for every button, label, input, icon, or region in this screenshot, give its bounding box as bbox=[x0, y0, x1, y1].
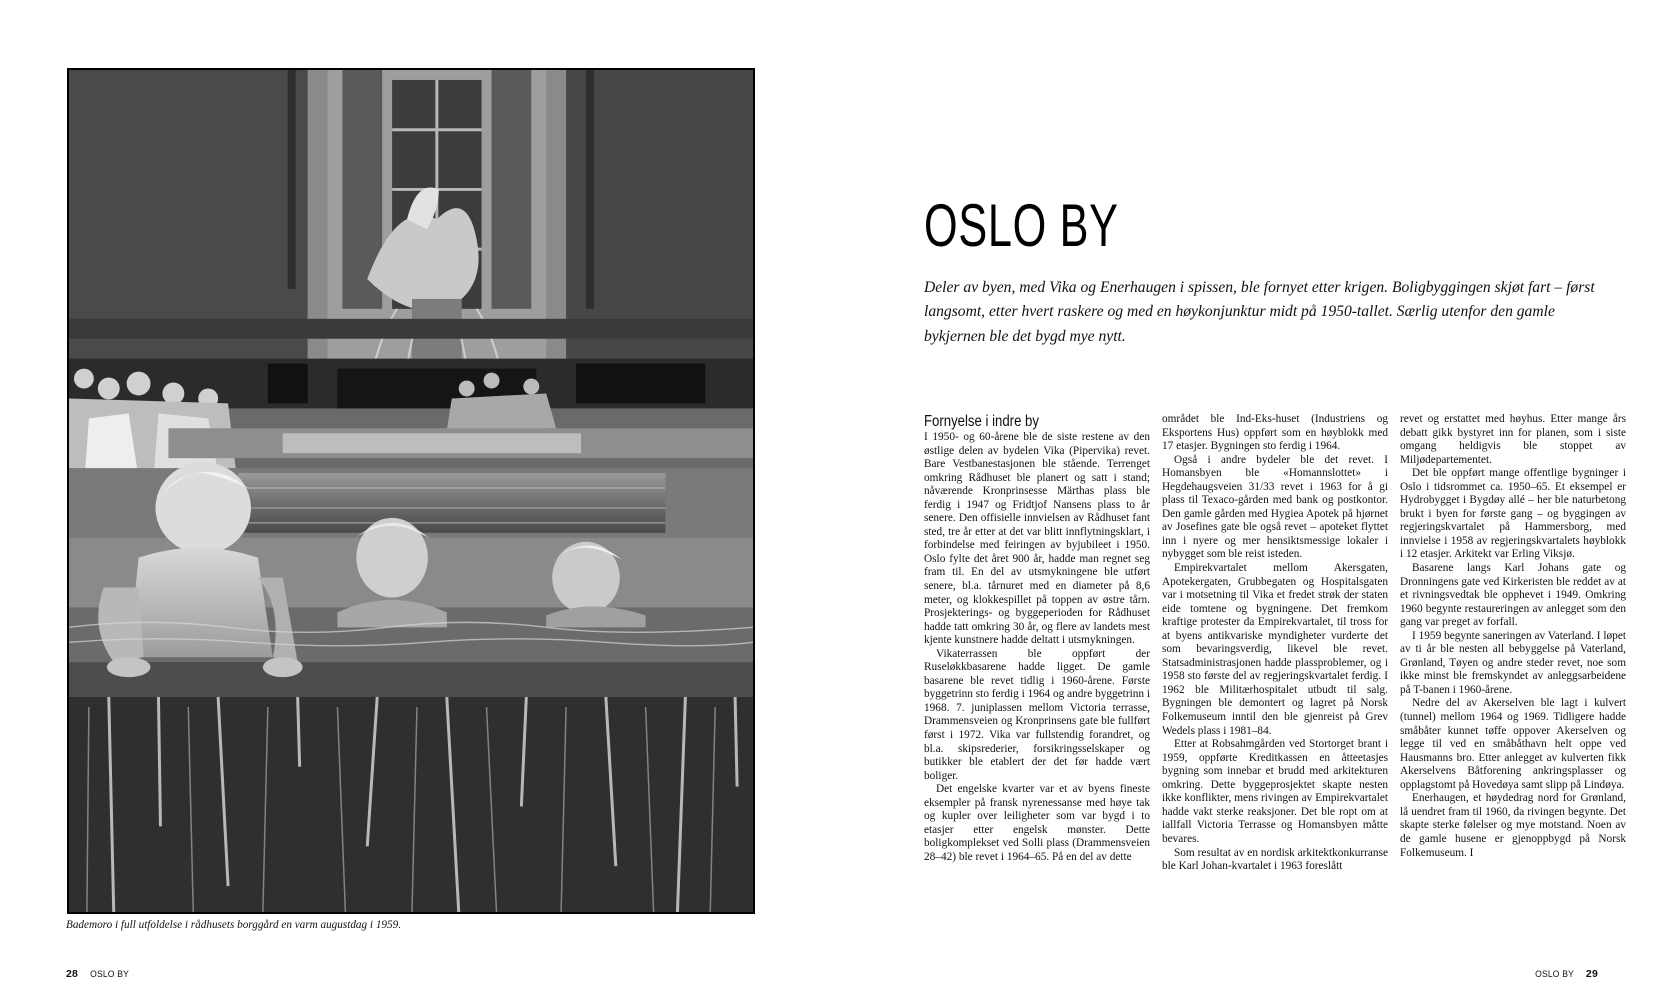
paragraph: Enerhaugen, et høydedrag nord for Grønland, lå uendret fram til 1960, da rivingen begynte. Det skapte sterke følelser og mye motstand. Noen av de gamle husene er gjenoppbygd på Norsk Folkemuseum. I bbox=[1400, 792, 1626, 859]
paragraph: Empirekvartalet mellom Akersgaten, Apotekergaten, Grubbegaten og Hospitalsgaten var i motsetning til Vika et fredet strøk der staten eide tomtene og bygningene. Det fremkom kraftige protester da Empirekvartalet, til tross for at byens antikvariske myndigheter vurderte det som bevaringsverdig, likevel ble revet. Statsadministrasjonen hadde plassproblemer, og i 1958 sto første del av regjeringskvartalet ferdig. I 1962 ble Militærhospitalet utbudt til salg. Bygningen ble demontert og lagret på Norsk Folkemuseum inntil den ble gjenreist på Grev Wedels plass i 1981–84. bbox=[1162, 562, 1388, 737]
page-number-right: 29 bbox=[1585, 968, 1598, 980]
paragraph: Etter at Robsahmgården ved Stortorget brant i 1959, oppførte Kreditkassen en åtteetasjes bygning som innebar et brudd med arkitekturen omkring. Dette byggeprosjektet skapte nesten ikke konflikter, mens rivingen av Empirekvartalet hadde vakt sterke reaksjoner. Det ble ropt om at iallfall Victoria Terrasse og Homansbyen måtte bevares. bbox=[1162, 738, 1388, 845]
paragraph: området ble Ind-Eks-huset (Industriens og Eksportens Hus) oppført som en høyblokk med 17 etasjer. Bygningen sto ferdig i 1964. bbox=[1162, 413, 1388, 453]
paragraph: Også i andre bydeler ble det revet. I Homansbyen ble «Homannslottet» i Hegdehaugsveien 31/33 revet i 1963 for å gi plass til Texaco-gården med bank og postkontor. Den gamle gården med Hygiea Apotek på hjørnet av Josefines gate ble også revet – apoteket flyttet inn i nyere og mer hensiktsmessige lokaler i nybygget som ble reist isteden. bbox=[1162, 453, 1388, 561]
text-column-3 bbox=[1400, 413, 1626, 913]
paragraph: revet og erstattet med høyhus. Etter mange års debatt gikk bystyret inn for planen, som i siste omgang heldigvis ble stoppet av Miljødepartementet. bbox=[1400, 413, 1626, 466]
photo-caption: Bademoro i full utfoldelse i rådhusets borggård en varm augustdag i 1959. bbox=[66, 919, 401, 931]
paragraph: Basarene langs Karl Johans gate og Dronningens gate ved Kirkeristen ble reddet av at et rivningsvedtak ble opphevet i 1949. Omkring 1960 begynte restaureringen av anlegget som den gang var preget av forfall. bbox=[1400, 562, 1626, 629]
page-number-left: 28 bbox=[66, 968, 79, 980]
paragraph: Vikaterrassen ble oppført der Ruseløkkbasarene hadde ligget. De gamle basarene ble revet tidlig i 1960-årene. Første byggetrinn sto ferdig i 1964 og andre byggetrinn i 1968. 7. juniplassen mellom Victoria terrasse, Drammensveien og Kronprinsens gate ble fullført først i 1972. Vika var fullstendig forandret, og bl.a. skipsrederier, forsikringsselskaper og butikker ble etablert der det før hadde vært boliger. bbox=[924, 647, 1150, 782]
text-column-1 bbox=[924, 413, 1150, 913]
body-text-columns bbox=[924, 413, 1626, 913]
chapter-title: OSLO BY bbox=[924, 192, 1119, 259]
fountain-photo-illustration bbox=[69, 70, 753, 912]
paragraph: Nedre del av Akerselven ble lagt i kulvert (tunnel) mellom 1964 og 1969. Tidligere hadde småbåter kunnet tøffe oppover Akerselven og legge til ved en småbåthavn helt oppe ved Hausmanns bro. Etter anlegget av kulverten fikk Akerselvens Båtforening ankringsplasser og opplagstomt på Hovedøya samt slipp på Lindøya. bbox=[1400, 697, 1626, 791]
paragraph: I 1950- og 60-årene ble de siste restene av den østlige delen av bydelen Vika (Pipervika) revet. Bare Vestbanestasjonen ble stående. Terrenget omkring Rådhuset ble planert og satt i stand; nåværende Kronprinsesse Märthas plass ble ferdig i 1947 og Fridtjof Nansens plass to år senere. Den offisielle innvielsen av Rådhuset fant sted, tre år etter at det var blitt innflytningsklart, i forbindelse med feiringen av byjubileet i 1950. Oslo fylte det året 900 år, hadde man regnet seg fram til. En del av utsmykningene ble utført senere, bl.a. tårnuret med en diameter på 8,6 meter, og klokkespillet på toppen av østre tårn. Prosjekterings- og byggeperioden for Rådhuset hadde tatt omkring 30 år, og flere av landets mest kjente kunstnere hadde deltatt i utsmykningen. bbox=[924, 431, 1150, 647]
folio-right bbox=[1533, 968, 1598, 980]
running-head-right: OSLO BY bbox=[1534, 969, 1574, 980]
paragraph: Det ble oppført mange offentlige bygninger i Oslo i tidsrommet ca. 1950–65. Et eksempel er Hydrobygget i Bygdøy allé – her ble naturbetong brukt i byen for første gang – og byggingen av regjeringskvartalet på Hammersborg, med innvielse i 1958 av regjeringskvartalets høyblokk i 12 etasjer. Arkitekt var Erling Viksjø. bbox=[1400, 467, 1626, 561]
running-head-left: OSLO BY bbox=[90, 969, 130, 980]
paragraph: Det engelske kvarter var et av byens fineste eksempler på fransk nyrenessanse med høye tak og kupler over leiligheter som var bygd i to etasjer etter engelsk mønster. Dette boligkomplekset ved Solli plass (Drammensveien 28–42) ble revet i 1964–65. På en del av dette bbox=[924, 783, 1150, 863]
paragraph: Som resultat av en nordisk arkitektkonkurranse ble Karl Johan-kvartalet i 1963 foreslått bbox=[1162, 846, 1388, 873]
chapter-lede: Deler av byen, med Vika og Enerhaugen i spissen, ble fornyet etter krigen. Boligbyggingen skjøt fart – først langsomt, etter hvert raskere og med en høykonjunktur midt på 1950-tallet. Særlig utenfor den gamle bykjernen ble det bygd mye nytt. bbox=[924, 279, 1595, 345]
fountain-photo bbox=[67, 68, 755, 914]
folio-left bbox=[66, 968, 131, 980]
text-column-2 bbox=[1162, 413, 1388, 913]
section-heading: Fornyelse i indre by bbox=[924, 413, 1039, 430]
paragraph: I 1959 begynte saneringen av Vaterland. I løpet av ti år ble nesten all bebyggelse på Vaterland, Grønland, Tøyen og andre steder revet, noe som ikke minst ble fremskyndet av anleggsarbeidene på T-banen i 1960-årene. bbox=[1400, 629, 1626, 696]
